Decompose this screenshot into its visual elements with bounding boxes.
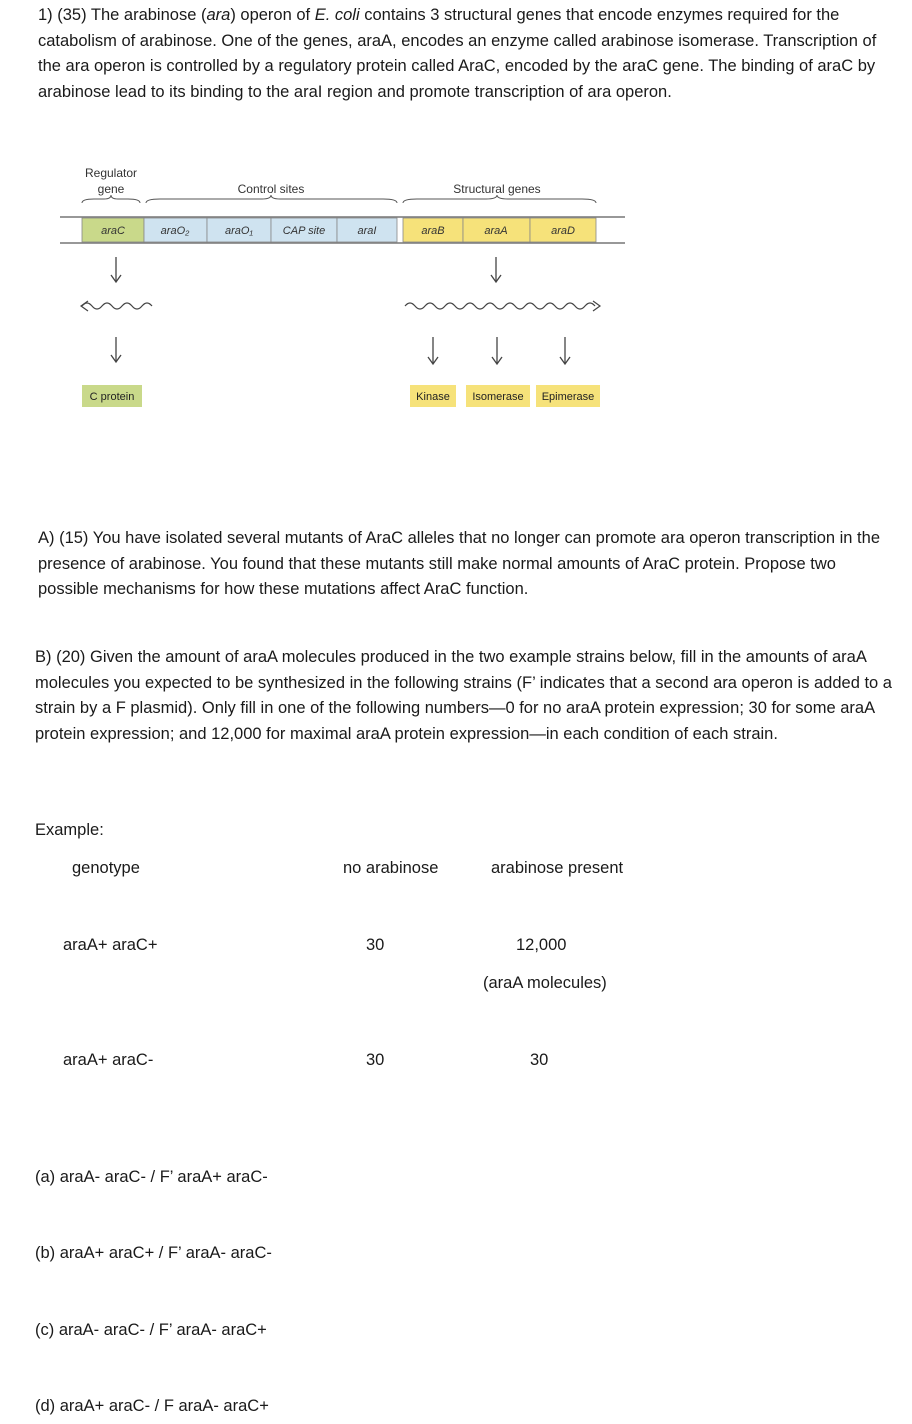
example-label: Example: <box>35 821 104 839</box>
segment-arac <box>82 218 144 242</box>
regulator-gene-label-1: Regulator <box>84 166 138 180</box>
col-header-no-arabinose: no arabinose <box>343 859 439 877</box>
structural-brace <box>403 195 596 203</box>
structural-mrna-squiggle <box>405 301 600 311</box>
isomerase-box <box>466 385 530 407</box>
question-a: A) (15) You have isolated several mutants of AraC alleles that no longer can promote ara operon transcription in the presence of arabinose. You found that these mutants still make normal amounts of AraC protein. Propose two possible mechanisms for how these mutations affect AraC function. <box>38 529 880 598</box>
example-row-1-arabinose: 12,000 <box>516 936 567 954</box>
svg-text:araA: araA <box>484 225 508 237</box>
segment-arab <box>403 218 463 242</box>
epimerase-down-arrow <box>560 337 570 364</box>
control-brace <box>146 195 397 203</box>
epimerase-box <box>536 385 600 407</box>
isomerase-down-arrow <box>492 337 502 364</box>
svg-text:CAP site: CAP site <box>282 225 326 237</box>
structural-down-arrow <box>491 257 501 282</box>
segment-cap-site <box>271 218 337 242</box>
arac-down-arrow-1 <box>111 257 121 282</box>
example-row-1-genotype: araA+ araC+ <box>63 936 158 954</box>
c-protein-box <box>82 385 142 407</box>
svg-text:araI: araI <box>357 225 377 237</box>
col-header-arabinose-present: arabinose present <box>491 859 624 877</box>
svg-text:araO₂: araO₂ <box>160 225 190 237</box>
svg-text:araO₁: araO₁ <box>225 225 253 237</box>
svg-text:araB: araB <box>421 225 445 237</box>
svg-text:araD: araD <box>551 225 575 237</box>
example-row-2-no-arabinose: 30 <box>366 1051 385 1069</box>
arac-mrna-squiggle <box>81 301 152 311</box>
kinase-down-arrow <box>428 337 438 364</box>
arac-down-arrow-2 <box>111 337 121 362</box>
example-row-2-genotype: araA+ araC- <box>63 1051 154 1069</box>
structural-genes-label: Structural genes <box>453 182 541 196</box>
segment-arai <box>337 218 397 242</box>
svg-text:Isomerase: Isomerase <box>472 391 524 403</box>
example-row-1-no-arabinose: 30 <box>366 936 385 954</box>
segment-araa <box>463 218 530 242</box>
svg-text:araC: araC <box>101 225 125 237</box>
regulator-gene-label-2: gene <box>97 182 125 196</box>
question-b: B) (20) Given the amount of araA molecules produced in the two example strains below, fill in the amounts of araA molecules you expected to be synthesized in the following strains (F’ indicates that a second ara operon is added to a strain by a F plasmid). Only fill in one of the following numbers—0 for no araA protein expression; 30 for some araA protein expression; and 12,000 for maximal araA protein expression—in each condition of each strain. <box>35 648 892 743</box>
svg-text:Kinase: Kinase <box>416 391 450 403</box>
example-row-1-note: (araA molecules) <box>483 974 607 992</box>
strain-a: (a) araA- araC- / F’ araA+ araC- <box>35 1168 268 1186</box>
strain-d: (d) araA+ araC- / F araA- araC+ <box>35 1397 269 1415</box>
example-row-2-arabinose: 30 <box>530 1051 549 1069</box>
control-sites-label: Control sites <box>237 182 305 196</box>
regulator-brace <box>82 195 140 203</box>
svg-text:Epimerase: Epimerase <box>541 391 595 403</box>
svg-text:C protein: C protein <box>89 391 135 403</box>
kinase-box <box>410 385 456 407</box>
segment-arad <box>530 218 596 242</box>
ara-operon-diagram <box>0 155 912 425</box>
segment-arao1 <box>207 218 271 242</box>
question-intro: 1) (35) The arabinose (ara) operon of E. coli contains 3 structural genes that encode enzymes required for the catabolism of arabinose. One of the genes, araA, encodes an enzyme called arabinose isomerase. Transcription of the ara operon is controlled by a regulatory protein called AraC, encoded by the araC gene. The binding of araC by arabinose lead to its binding to the araI region and promote transcription of ara operon. <box>38 6 877 101</box>
strain-b: (b) araA+ araC+ / F’ araA- araC- <box>35 1244 272 1262</box>
col-header-genotype: genotype <box>72 859 140 877</box>
strain-c: (c) araA- araC- / F’ araA- araC+ <box>35 1321 267 1339</box>
segment-arao2 <box>144 218 207 242</box>
